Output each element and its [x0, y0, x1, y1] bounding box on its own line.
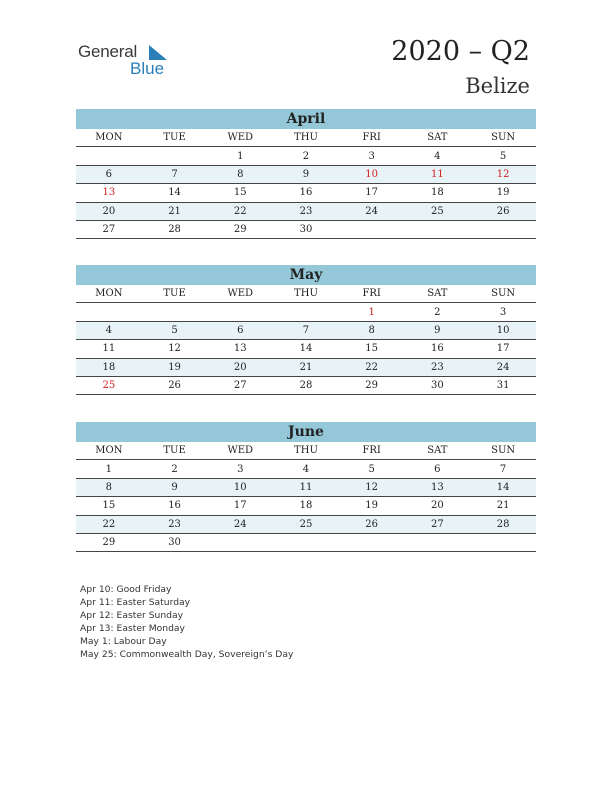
day-cell: 19	[142, 358, 208, 376]
day-cell: 12	[470, 165, 536, 183]
weekday-header: WED	[207, 442, 273, 460]
weekday-header: SUN	[470, 285, 536, 303]
day-cell: 10	[207, 478, 273, 496]
day-cell: 20	[76, 202, 142, 220]
day-cell: 18	[76, 358, 142, 376]
day-cell: 9	[405, 321, 471, 339]
day-cell: 12	[142, 340, 208, 358]
day-cell: 31	[470, 376, 536, 394]
day-cell	[76, 303, 142, 321]
day-cell: 6	[405, 460, 471, 478]
day-cell: 8	[339, 321, 405, 339]
day-cell: 9	[142, 478, 208, 496]
day-cell: 7	[273, 321, 339, 339]
day-cell: 17	[207, 497, 273, 515]
holiday-note: Apr 13: Easter Monday	[80, 623, 185, 634]
day-cell: 2	[405, 303, 471, 321]
week-row	[76, 460, 536, 478]
day-cell: 24	[207, 515, 273, 533]
week-row	[76, 220, 536, 238]
day-cell: 14	[273, 340, 339, 358]
holiday-notes	[80, 583, 293, 661]
week-row	[76, 303, 536, 321]
day-cell: 29	[76, 533, 142, 551]
day-cell: 23	[405, 358, 471, 376]
day-cell: 11	[76, 340, 142, 358]
holiday-note: Apr 12: Easter Sunday	[80, 610, 184, 621]
day-cell: 2	[142, 460, 208, 478]
holiday-note: Apr 10: Good Friday	[80, 584, 172, 595]
day-cell: 15	[76, 497, 142, 515]
month-may	[76, 265, 536, 395]
day-cell: 14	[142, 184, 208, 202]
day-cell: 18	[273, 497, 339, 515]
day-cell: 17	[470, 340, 536, 358]
day-cell: 30	[405, 376, 471, 394]
day-cell: 1	[207, 147, 273, 165]
weekday-header: FRI	[339, 442, 405, 460]
day-cell: 22	[207, 202, 273, 220]
weekday-header: MON	[76, 442, 142, 460]
weekday-header: SAT	[405, 285, 471, 303]
day-cell: 1	[339, 303, 405, 321]
weekday-header: TUE	[142, 442, 208, 460]
weekday-header: TUE	[142, 285, 208, 303]
day-cell: 29	[207, 220, 273, 238]
weekday-header: TUE	[142, 129, 208, 147]
weekday-header: WED	[207, 129, 273, 147]
day-cell: 22	[76, 515, 142, 533]
day-cell	[142, 303, 208, 321]
day-cell: 5	[142, 321, 208, 339]
day-cell: 10	[470, 321, 536, 339]
month-header: June	[76, 422, 536, 442]
day-cell	[273, 533, 339, 551]
day-cell: 26	[470, 202, 536, 220]
day-cell: 6	[76, 165, 142, 183]
week-row	[76, 358, 536, 376]
month-june	[76, 422, 536, 552]
calendar-table	[76, 129, 536, 239]
day-cell: 8	[207, 165, 273, 183]
day-cell: 5	[339, 460, 405, 478]
day-cell: 28	[142, 220, 208, 238]
weekday-header: MON	[76, 129, 142, 147]
month-header: May	[76, 265, 536, 285]
day-cell: 15	[339, 340, 405, 358]
day-cell: 28	[470, 515, 536, 533]
weekday-header: SUN	[470, 442, 536, 460]
weekday-header: FRI	[339, 285, 405, 303]
month-april	[76, 109, 536, 239]
day-cell: 23	[273, 202, 339, 220]
day-cell: 3	[470, 303, 536, 321]
day-cell: 8	[76, 478, 142, 496]
week-row	[76, 184, 536, 202]
day-cell: 25	[273, 515, 339, 533]
day-cell: 21	[142, 202, 208, 220]
day-cell: 24	[339, 202, 405, 220]
day-cell: 13	[207, 340, 273, 358]
day-cell: 2	[273, 147, 339, 165]
weekday-header: THU	[273, 442, 339, 460]
day-cell: 21	[273, 358, 339, 376]
day-cell: 20	[405, 497, 471, 515]
day-cell: 16	[142, 497, 208, 515]
day-cell: 27	[76, 220, 142, 238]
day-cell: 7	[142, 165, 208, 183]
day-cell	[142, 147, 208, 165]
day-cell: 9	[273, 165, 339, 183]
day-cell: 4	[273, 460, 339, 478]
week-row	[76, 478, 536, 496]
day-cell: 13	[405, 478, 471, 496]
week-row	[76, 515, 536, 533]
weekday-header: WED	[207, 285, 273, 303]
generalblue-logo	[78, 42, 178, 82]
holiday-note: May 25: Commonwealth Day, Sovereign’s Day	[80, 649, 294, 660]
calendar-table	[76, 285, 536, 395]
day-cell: 18	[405, 184, 471, 202]
day-cell: 29	[339, 376, 405, 394]
day-cell: 22	[339, 358, 405, 376]
day-cell: 11	[273, 478, 339, 496]
day-cell: 5	[470, 147, 536, 165]
holiday-note: Apr 11: Easter Saturday	[80, 597, 191, 608]
week-row	[76, 533, 536, 551]
weekday-header: MON	[76, 285, 142, 303]
page-title: 2020 – Q2	[391, 36, 530, 67]
day-cell: 16	[405, 340, 471, 358]
month-header: April	[76, 109, 536, 129]
day-cell: 26	[339, 515, 405, 533]
day-cell: 11	[405, 165, 471, 183]
day-cell: 4	[76, 321, 142, 339]
week-row	[76, 340, 536, 358]
weekday-header: SAT	[405, 442, 471, 460]
day-cell	[470, 220, 536, 238]
weekday-header: THU	[273, 285, 339, 303]
week-row	[76, 376, 536, 394]
logo-general-text: General	[78, 42, 138, 61]
day-cell: 13	[76, 184, 142, 202]
day-cell: 24	[470, 358, 536, 376]
day-cell	[76, 147, 142, 165]
day-cell: 3	[207, 460, 273, 478]
day-cell: 10	[339, 165, 405, 183]
day-cell	[207, 303, 273, 321]
day-cell: 26	[142, 376, 208, 394]
day-cell: 19	[339, 497, 405, 515]
day-cell	[339, 220, 405, 238]
day-cell: 14	[470, 478, 536, 496]
day-cell: 28	[273, 376, 339, 394]
day-cell: 30	[273, 220, 339, 238]
day-cell: 16	[273, 184, 339, 202]
day-cell: 27	[207, 376, 273, 394]
week-row	[76, 165, 536, 183]
day-cell: 23	[142, 515, 208, 533]
week-row	[76, 321, 536, 339]
day-cell: 19	[470, 184, 536, 202]
day-cell: 4	[405, 147, 471, 165]
day-cell	[273, 303, 339, 321]
week-row	[76, 497, 536, 515]
day-cell: 7	[470, 460, 536, 478]
day-cell: 6	[207, 321, 273, 339]
week-row	[76, 147, 536, 165]
day-cell: 1	[76, 460, 142, 478]
week-row	[76, 202, 536, 220]
day-cell	[405, 220, 471, 238]
day-cell: 12	[339, 478, 405, 496]
day-cell	[470, 533, 536, 551]
day-cell: 27	[405, 515, 471, 533]
weekday-header: FRI	[339, 129, 405, 147]
day-cell: 30	[142, 533, 208, 551]
day-cell: 20	[207, 358, 273, 376]
weekday-header: THU	[273, 129, 339, 147]
weekday-header: SAT	[405, 129, 471, 147]
day-cell: 17	[339, 184, 405, 202]
day-cell	[405, 533, 471, 551]
holiday-note: May 1: Labour Day	[80, 636, 167, 647]
day-cell: 3	[339, 147, 405, 165]
logo-blue-text: Blue	[130, 59, 165, 78]
weekday-header: SUN	[470, 129, 536, 147]
day-cell	[207, 533, 273, 551]
logo-triangle-icon	[149, 45, 167, 60]
day-cell: 25	[405, 202, 471, 220]
country-name: Belize	[465, 74, 530, 98]
day-cell: 25	[76, 376, 142, 394]
day-cell	[339, 533, 405, 551]
day-cell: 15	[207, 184, 273, 202]
day-cell: 21	[470, 497, 536, 515]
calendar-table	[76, 442, 536, 552]
